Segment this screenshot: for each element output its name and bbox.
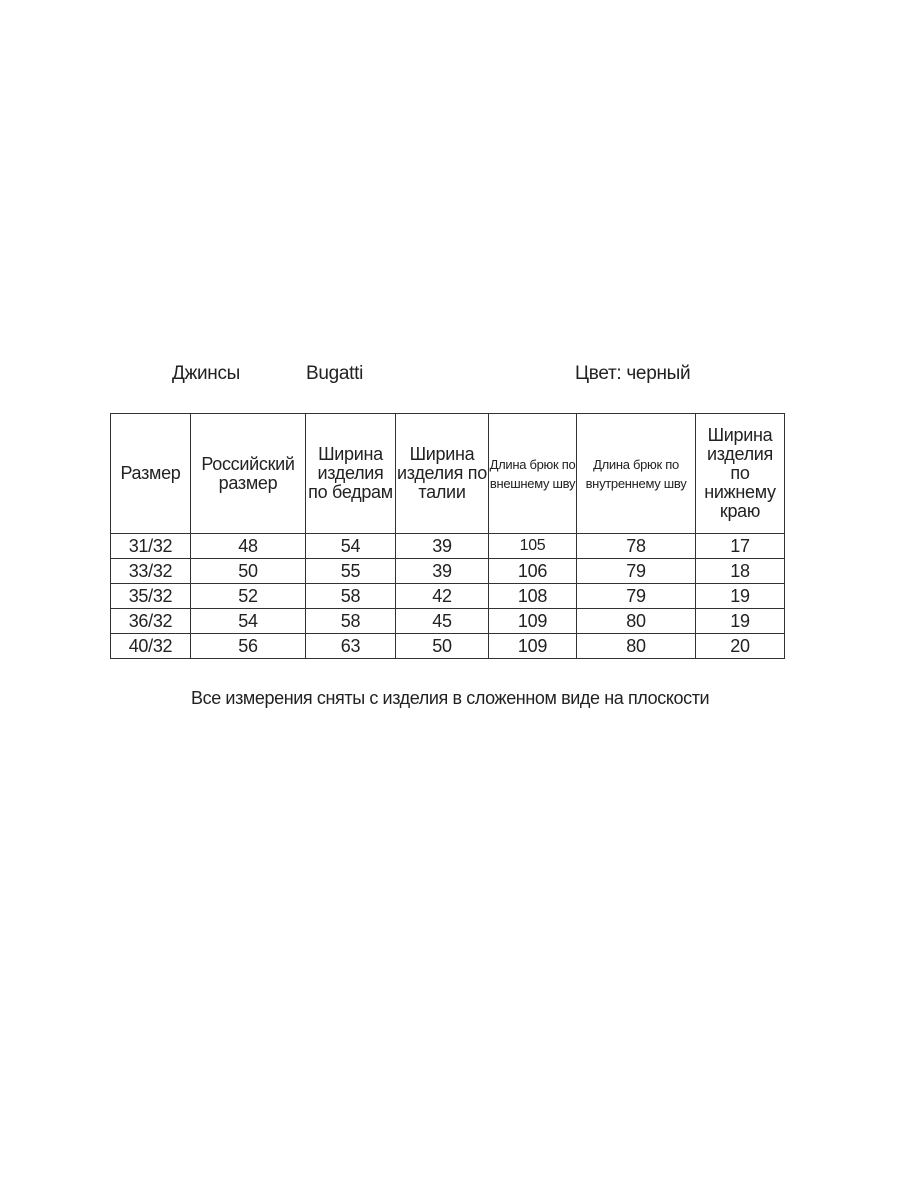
table-cell: 79 [577,584,696,609]
table-cell: 109 [489,634,577,659]
table-cell: 80 [577,634,696,659]
table-cell: 33/32 [111,559,191,584]
table-cell: 39 [396,559,489,584]
table-cell: 19 [696,584,785,609]
column-header-hip-width: Ширина изделия по бедрам [306,414,396,534]
table-header-row [111,414,785,534]
product-color: Цвет: черный [575,363,691,384]
table-cell: 31/32 [111,534,191,559]
table-cell: 20 [696,634,785,659]
table-cell: 106 [489,559,577,584]
table-cell: 78 [577,534,696,559]
table-cell: 54 [191,609,306,634]
table-cell: 40/32 [111,634,191,659]
column-header-waist-width: Ширина изделия по талии [396,414,489,534]
table-cell: 54 [306,534,396,559]
size-chart-table [110,413,785,659]
table-cell: 63 [306,634,396,659]
table-row [111,559,785,584]
table-cell: 48 [191,534,306,559]
column-header-size: Размер [111,414,191,534]
table-cell: 108 [489,584,577,609]
table-cell: 56 [191,634,306,659]
table-cell: 58 [306,609,396,634]
column-header-hem-width: Ширина изделия по нижнему краю [696,414,785,534]
table-cell: 45 [396,609,489,634]
table-row [111,534,785,559]
brand-name: Bugatti [306,363,364,384]
table-cell: 80 [577,609,696,634]
column-header-inseam-length: Длина брюк по внутреннему шву [577,414,696,534]
table-cell: 36/32 [111,609,191,634]
table-cell: 50 [396,634,489,659]
measurement-note: Все измерения сняты с изделия в сложенном виде на плоскости [191,688,710,708]
table-cell: 105 [489,534,577,559]
table-cell: 52 [191,584,306,609]
table-cell: 19 [696,609,785,634]
table-cell: 35/32 [111,584,191,609]
table-cell: 42 [396,584,489,609]
table-cell: 55 [306,559,396,584]
table-cell: 50 [191,559,306,584]
table-cell: 58 [306,584,396,609]
product-type: Джинсы [172,363,241,384]
table-cell: 39 [396,534,489,559]
table-row [111,634,785,659]
column-header-outseam-length: Длина брюк по внешнему шву [489,414,577,534]
table-cell: 79 [577,559,696,584]
table-row [111,609,785,634]
table-row [111,584,785,609]
column-header-russian-size: Российский размер [191,414,306,534]
table-cell: 17 [696,534,785,559]
table-cell: 18 [696,559,785,584]
table-cell: 109 [489,609,577,634]
